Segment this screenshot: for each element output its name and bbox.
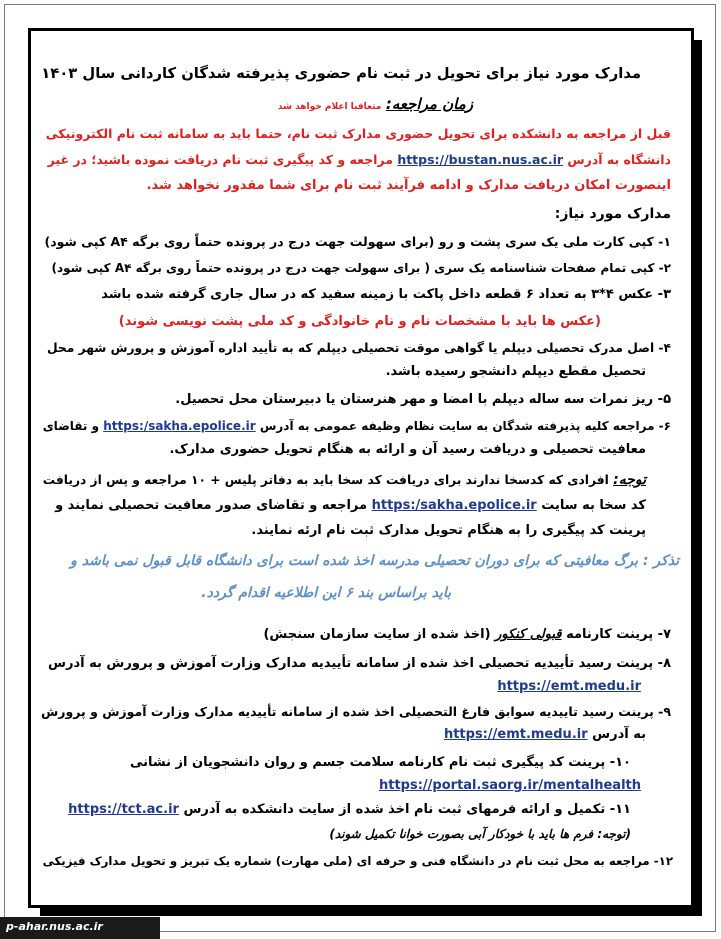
visit-time-label: زمان مراجعه: — [385, 95, 473, 113]
item-5: ۵- ریز نمرات سه ساله دیپلم با امضا و مهر هنرستان یا دبیرستان محل تحصیل. — [175, 392, 671, 407]
note-label: توجه: — [613, 472, 646, 488]
item-3: ۳- عکس ۴*۳ به تعداد ۶ قطعه داخل پاکت با زمینه سفید که در سال جاری گرفته شده باشد — [101, 287, 671, 302]
required-heading: مدارک مورد نیاز: — [554, 206, 671, 222]
note-2-post: مراجعه و تقاضای صدور معافیت تحصیلی نمایند و — [55, 498, 368, 513]
item-11-note: (توجه: فرم ها باید با خودکار آبی بصورت خوانا تکمیل شوند) — [329, 827, 631, 841]
item-6-post: و تقاضای — [42, 419, 100, 433]
note-line-3: پرینت کد پیگیری را به هنگام تحویل مدارک ثبت نام ارئه نمایند. — [251, 523, 646, 538]
item-4-line-1: ۴- اصل مدرک تحصیلی دیپلم یا گواهی موقت تحصیلی دیپلم که به تأیید اداره آموزش و پرورش شهر محل — [46, 341, 671, 355]
item-7-pre: ۷- پرینت کارنامه — [566, 627, 671, 642]
item-3-note: (عکس ها باید با مشخصات نام و نام خانوادگی و کد ملی پشت نویسی شوند) — [118, 314, 601, 329]
item-6-line-1 — [43, 416, 671, 436]
item-1: ۱- کپی کارت ملی یک سری پشت و رو (برای سهولت جهت درج در پرونده حتماً روی برگه A۴ کپی شود) — [44, 234, 671, 249]
item-10-line-1: ۱۰- پرینت کد پیگیری ثبت نام کارنامه سلامت جسم و روان دانشجویان از نشانی — [129, 755, 631, 770]
intro-line-2 — [48, 150, 671, 170]
visit-time-row — [278, 94, 473, 117]
site-footer-badge — [0, 917, 160, 939]
page-title: مدارک مورد نیاز برای تحویل در ثبت نام حضوری پذیرفته شدگان کاردانی سال ۱۴۰۳ — [41, 65, 641, 82]
note-line-2 — [55, 496, 646, 516]
reminder-line-1: تذکر : برگ معافیتی که برای دوران تحصیلی مدرسه اخذ شده است برای دانشگاه قابل قبول نمی باشد و — [70, 553, 679, 569]
item-12: ۱۲- مراجعه به محل ثبت نام در دانشگاه فنی و حرفه ای (ملی مهارت) شماره یک تبریز و تحویل مدارک فیزیکی — [42, 854, 673, 868]
item-11-line-1 — [68, 800, 631, 820]
sakha-link-2[interactable]: https:/sakha.epolice.ir — [371, 498, 537, 513]
item-2: ۲- کپی تمام صفحات شناسنامه یک سری ( برای سهولت جهت درج در پرونده حتماً روی برگه A۴ کپی شود) — [51, 261, 671, 275]
item-6-pre: ۶- مراجعه کلیه پذیرفته شدگان به سایت نظام وظیفه عمومی به آدرس — [259, 419, 671, 433]
item-11-pre: ۱۱- تکمیل و ارائه فرمهای ثبت نام اخذ شده از سایت دانشکده به آدرس — [183, 802, 631, 817]
item-9-line-2 — [444, 725, 646, 745]
mentalhealth-link[interactable]: https://portal.saorg.ir/mentalhealth — [379, 778, 641, 793]
item-8-line-1: ۸- پرینت رسید تأییدیه تحصیلی اخذ شده از سامانه تأییدیه مدارک وزارت آموزش و پرورش به آدرس — [48, 656, 671, 671]
note-line-1 — [43, 470, 646, 490]
frame-shadow-bottom — [40, 908, 702, 916]
intro-line-1: قبل از مراجعه به دانشکده برای تحویل حضوری مدارک ثبت نام، حتما باید به سامانه ثبت نام الکترونیکی — [45, 126, 671, 141]
reminder-line-2: باید براساس بند ۶ این اطلاعیه اقدام گردد. — [201, 585, 451, 601]
emt-link-1[interactable]: https://emt.medu.ir — [497, 679, 641, 694]
item-9-line-1: ۹- پرینت رسید تاییدیه سوابق فارغ التحصیلی اخذ شده از سامانه تأییدیه مدارک وزارت آموزش و پرورش — [41, 704, 671, 719]
note-text-1: افرادی که کدسخا ندارند برای دریافت کد سخا باید به دفاتر پلیس + ۱۰ مراجعه و پس از دریافت — [42, 473, 609, 487]
intro-line-3: اینصورت امکان دریافت مدارک و ادامه فرآیند ثبت نام برای شما مقدور نخواهد شد. — [146, 178, 671, 193]
item-7-emphasis: قبولی کنکور — [495, 627, 562, 642]
item-9-pre: به آدرس — [592, 727, 646, 742]
visit-time-note: متعاقبا اعلام خواهد شد — [277, 102, 382, 112]
item-10-line-2 — [379, 776, 641, 796]
item-7-post: (اخذ شده از سایت سازمان سنجش) — [263, 627, 491, 642]
intro-line-2-pre: دانشگاه به آدرس — [567, 152, 671, 167]
item-8-line-2 — [497, 677, 641, 697]
item-7 — [263, 625, 671, 645]
item-4-line-2: تحصیل مقطع دیپلم دانشجو رسیده باشد. — [385, 364, 646, 379]
tct-link[interactable]: https://tct.ac.ir — [68, 802, 179, 817]
emt-link-2[interactable]: https://emt.medu.ir — [443, 727, 588, 742]
intro-line-2-post: مراجعه و کد پیگیری ثبت نام دریافت نموده باشید؛ در غیر — [47, 152, 393, 167]
frame-shadow-right — [694, 40, 702, 916]
item-6-line-2: معافیت تحصیلی و دریافت رسید آن و ارائه به هنگام تحویل حضوری مدارک. — [169, 442, 646, 457]
bustan-link[interactable]: https://bustan.nus.ac.ir — [397, 152, 564, 167]
footer-url[interactable]: p-ahar.nus.ac.ir — [6, 920, 103, 933]
note-2-pre: کد سخا به سایت — [541, 498, 646, 513]
sakha-link-1[interactable]: https:/sakha.epolice.ir — [103, 419, 256, 433]
